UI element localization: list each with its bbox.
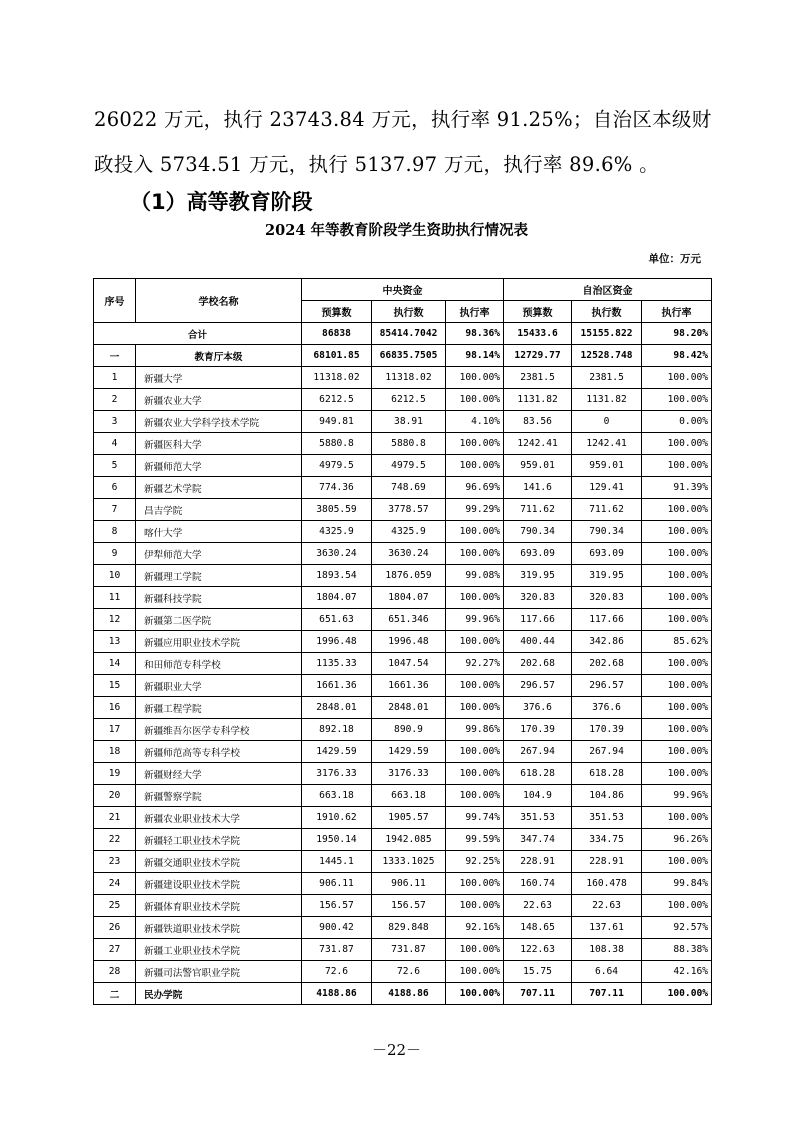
group2-seq: 二 — [94, 983, 136, 1005]
row-region-executed: 117.66 — [572, 609, 642, 631]
total-central-budget: 86838 — [302, 323, 372, 345]
row-seq: 6 — [94, 477, 136, 499]
row-region-executed: 267.94 — [572, 741, 642, 763]
row-school-name: 新疆工业职业技术学院 — [136, 939, 302, 961]
row-region-rate: 100.00% — [642, 675, 712, 697]
page-number: －22－ — [371, 1041, 422, 1059]
row-school-name: 新疆师范高等专科学校 — [136, 741, 302, 763]
row-central-rate: 100.00% — [446, 763, 504, 785]
row-school-name: 新疆农业职业技术大学 — [136, 807, 302, 829]
row-seq: 24 — [94, 873, 136, 895]
row-central-rate: 100.00% — [446, 631, 504, 653]
group-row-private — [94, 983, 712, 1005]
row-region-executed: 342.86 — [572, 631, 642, 653]
row-central-rate: 99.96% — [446, 609, 504, 631]
row-central-rate: 100.00% — [446, 675, 504, 697]
row-region-rate: 100.00% — [642, 697, 712, 719]
total-region-executed: 15155.822 — [572, 323, 642, 345]
row-central-executed: 663.18 — [372, 785, 446, 807]
row-central-executed: 1876.059 — [372, 565, 446, 587]
row-central-executed: 3630.24 — [372, 543, 446, 565]
row-central-budget: 1661.36 — [302, 675, 372, 697]
row-region-executed: 228.91 — [572, 851, 642, 873]
row-region-rate: 85.62% — [642, 631, 712, 653]
group-central-rate: 98.14% — [446, 345, 504, 367]
row-region-executed: 160.478 — [572, 873, 642, 895]
row-seq: 1 — [94, 367, 136, 389]
row-central-rate: 99.74% — [446, 807, 504, 829]
row-central-budget: 4979.5 — [302, 455, 372, 477]
table-row — [94, 433, 712, 455]
group-central-budget: 68101.85 — [302, 345, 372, 367]
row-region-rate: 100.00% — [642, 565, 712, 587]
row-region-budget: 376.6 — [504, 697, 572, 719]
row-region-budget: 228.91 — [504, 851, 572, 873]
row-region-budget: 400.44 — [504, 631, 572, 653]
row-region-executed: 376.6 — [572, 697, 642, 719]
row-region-executed: 22.63 — [572, 895, 642, 917]
row-central-executed: 2848.01 — [372, 697, 446, 719]
row-region-rate: 91.39% — [642, 477, 712, 499]
row-school-name: 喀什大学 — [136, 521, 302, 543]
total-region-rate: 98.20% — [642, 323, 712, 345]
row-region-budget: 148.65 — [504, 917, 572, 939]
row-central-rate: 99.86% — [446, 719, 504, 741]
row-region-budget: 202.68 — [504, 653, 572, 675]
row-region-rate: 100.00% — [642, 499, 712, 521]
row-central-rate: 4.10% — [446, 411, 504, 433]
table-row — [94, 521, 712, 543]
row-seq: 2 — [94, 389, 136, 411]
row-region-rate: 42.16% — [642, 961, 712, 983]
row-central-rate: 92.25% — [446, 851, 504, 873]
row-central-budget: 1445.1 — [302, 851, 372, 873]
row-central-budget: 11318.02 — [302, 367, 372, 389]
row-region-budget: 320.83 — [504, 587, 572, 609]
table-row — [94, 719, 712, 741]
row-region-executed: 0 — [572, 411, 642, 433]
row-seq: 15 — [94, 675, 136, 697]
row-central-budget: 156.57 — [302, 895, 372, 917]
table-row — [94, 675, 712, 697]
table-row — [94, 631, 712, 653]
row-central-executed: 829.848 — [372, 917, 446, 939]
row-central-executed: 1942.085 — [372, 829, 446, 851]
total-central-executed: 85414.7042 — [372, 323, 446, 345]
row-seq: 21 — [94, 807, 136, 829]
row-school-name: 新疆轻工职业技术学院 — [136, 829, 302, 851]
header-region-rate: 执行率 — [642, 301, 712, 323]
row-central-rate: 100.00% — [446, 587, 504, 609]
row-central-rate: 100.00% — [446, 389, 504, 411]
row-region-rate: 88.38% — [642, 939, 712, 961]
row-central-rate: 99.08% — [446, 565, 504, 587]
row-region-budget: 83.56 — [504, 411, 572, 433]
row-seq: 28 — [94, 961, 136, 983]
row-seq: 8 — [94, 521, 136, 543]
row-central-executed: 11318.02 — [372, 367, 446, 389]
table-title: 2024 年等教育阶段学生资助执行情况表 — [265, 222, 528, 239]
header-region-funds: 自治区资金 — [504, 279, 712, 301]
table-row — [94, 565, 712, 587]
row-school-name: 新疆警察学院 — [136, 785, 302, 807]
table-row — [94, 917, 712, 939]
row-school-name: 新疆农业大学 — [136, 389, 302, 411]
row-central-rate: 100.00% — [446, 741, 504, 763]
group2-central-executed: 4188.86 — [372, 983, 446, 1005]
row-region-executed: 2381.5 — [572, 367, 642, 389]
total-region-budget: 15433.6 — [504, 323, 572, 345]
row-school-name: 新疆应用职业技术学院 — [136, 631, 302, 653]
row-school-name: 新疆铁道职业技术学院 — [136, 917, 302, 939]
row-region-rate: 100.00% — [642, 719, 712, 741]
row-central-budget: 2848.01 — [302, 697, 372, 719]
row-central-budget: 651.63 — [302, 609, 372, 631]
row-central-rate: 100.00% — [446, 455, 504, 477]
row-school-name: 新疆体育职业技术学院 — [136, 895, 302, 917]
row-seq: 7 — [94, 499, 136, 521]
table-row — [94, 499, 712, 521]
row-school-name: 新疆财经大学 — [136, 763, 302, 785]
row-region-executed: 618.28 — [572, 763, 642, 785]
row-school-name: 新疆大学 — [136, 367, 302, 389]
row-central-budget: 774.36 — [302, 477, 372, 499]
row-seq: 4 — [94, 433, 136, 455]
unit-label: 单位：万元 — [648, 253, 701, 265]
row-school-name: 新疆司法警官职业学院 — [136, 961, 302, 983]
row-region-rate: 96.26% — [642, 829, 712, 851]
row-region-executed: 129.41 — [572, 477, 642, 499]
row-region-executed: 296.57 — [572, 675, 642, 697]
row-central-rate: 100.00% — [446, 961, 504, 983]
row-region-budget: 296.57 — [504, 675, 572, 697]
row-school-name: 新疆理工学院 — [136, 565, 302, 587]
row-region-executed: 1131.82 — [572, 389, 642, 411]
header-school-name: 学校名称 — [136, 279, 302, 323]
row-region-executed: 170.39 — [572, 719, 642, 741]
table-row — [94, 961, 712, 983]
row-region-rate: 100.00% — [642, 609, 712, 631]
funding-table — [93, 278, 712, 1005]
group-row-department — [94, 345, 712, 367]
row-central-executed: 731.87 — [372, 939, 446, 961]
group-region-budget: 12729.77 — [504, 345, 572, 367]
row-central-budget: 906.11 — [302, 873, 372, 895]
row-school-name: 新疆职业大学 — [136, 675, 302, 697]
row-seq: 22 — [94, 829, 136, 851]
row-region-budget: 693.09 — [504, 543, 572, 565]
row-region-executed: 334.75 — [572, 829, 642, 851]
table-row — [94, 873, 712, 895]
row-central-budget: 949.81 — [302, 411, 372, 433]
table-row — [94, 741, 712, 763]
group-name: 教育厅本级 — [136, 345, 302, 367]
row-school-name: 新疆维吾尔医学专科学校 — [136, 719, 302, 741]
row-central-budget: 663.18 — [302, 785, 372, 807]
row-region-executed: 319.95 — [572, 565, 642, 587]
row-region-budget: 170.39 — [504, 719, 572, 741]
row-region-rate: 100.00% — [642, 367, 712, 389]
row-central-rate: 92.16% — [446, 917, 504, 939]
row-seq: 20 — [94, 785, 136, 807]
row-central-executed: 72.6 — [372, 961, 446, 983]
row-central-rate: 99.29% — [446, 499, 504, 521]
table-row — [94, 697, 712, 719]
row-central-budget: 1893.54 — [302, 565, 372, 587]
row-central-budget: 1429.59 — [302, 741, 372, 763]
row-central-executed: 3778.57 — [372, 499, 446, 521]
row-region-rate: 100.00% — [642, 895, 712, 917]
row-region-rate: 100.00% — [642, 521, 712, 543]
row-central-rate: 100.00% — [446, 873, 504, 895]
row-region-rate: 0.00% — [642, 411, 712, 433]
row-region-budget: 22.63 — [504, 895, 572, 917]
row-seq: 11 — [94, 587, 136, 609]
row-central-executed: 3176.33 — [372, 763, 446, 785]
row-central-rate: 100.00% — [446, 433, 504, 455]
row-school-name: 昌吉学院 — [136, 499, 302, 521]
row-central-executed: 748.69 — [372, 477, 446, 499]
row-seq: 16 — [94, 697, 136, 719]
row-region-budget: 15.75 — [504, 961, 572, 983]
row-seq: 10 — [94, 565, 136, 587]
row-region-executed: 137.61 — [572, 917, 642, 939]
header-central-funds: 中央资金 — [302, 279, 504, 301]
table-row — [94, 895, 712, 917]
row-central-budget: 3176.33 — [302, 763, 372, 785]
total-row — [94, 323, 712, 345]
row-region-budget: 959.01 — [504, 455, 572, 477]
row-region-executed: 108.38 — [572, 939, 642, 961]
row-school-name: 新疆交通职业技术学院 — [136, 851, 302, 873]
row-central-executed: 4979.5 — [372, 455, 446, 477]
row-central-executed: 1804.07 — [372, 587, 446, 609]
row-school-name: 新疆医科大学 — [136, 433, 302, 455]
row-seq: 14 — [94, 653, 136, 675]
table-row — [94, 763, 712, 785]
total-central-rate: 98.36% — [446, 323, 504, 345]
body-paragraph-line-2: 政投入 5734.51 万元，执行 5137.97 万元，执行率 89.6% 。 — [94, 153, 659, 176]
row-central-rate: 99.59% — [446, 829, 504, 851]
body-paragraph-line-1: 26022 万元，执行 23743.84 万元，执行率 91.25%；自治区本级财 — [94, 108, 712, 131]
row-region-executed: 959.01 — [572, 455, 642, 477]
table-row — [94, 587, 712, 609]
row-region-rate: 100.00% — [642, 851, 712, 873]
table-row — [94, 477, 712, 499]
row-central-executed: 890.9 — [372, 719, 446, 741]
row-central-rate: 100.00% — [446, 521, 504, 543]
row-central-executed: 1996.48 — [372, 631, 446, 653]
row-school-name: 伊犁师范大学 — [136, 543, 302, 565]
row-region-rate: 100.00% — [642, 587, 712, 609]
row-school-name: 和田师范专科学校 — [136, 653, 302, 675]
table-row — [94, 455, 712, 477]
row-central-executed: 906.11 — [372, 873, 446, 895]
row-region-executed: 1242.41 — [572, 433, 642, 455]
row-central-budget: 892.18 — [302, 719, 372, 741]
row-central-executed: 651.346 — [372, 609, 446, 631]
group-central-executed: 66835.7505 — [372, 345, 446, 367]
row-central-executed: 1905.57 — [372, 807, 446, 829]
row-region-budget: 267.94 — [504, 741, 572, 763]
row-central-rate: 100.00% — [446, 543, 504, 565]
row-region-rate: 100.00% — [642, 433, 712, 455]
row-region-executed: 711.62 — [572, 499, 642, 521]
table-row — [94, 829, 712, 851]
row-central-budget: 1996.48 — [302, 631, 372, 653]
row-region-budget: 141.6 — [504, 477, 572, 499]
row-region-executed: 351.53 — [572, 807, 642, 829]
row-region-executed: 202.68 — [572, 653, 642, 675]
row-central-rate: 92.27% — [446, 653, 504, 675]
row-seq: 19 — [94, 763, 136, 785]
row-central-budget: 6212.5 — [302, 389, 372, 411]
table-row — [94, 411, 712, 433]
row-region-executed: 320.83 — [572, 587, 642, 609]
row-central-budget: 72.6 — [302, 961, 372, 983]
row-seq: 3 — [94, 411, 136, 433]
row-seq: 18 — [94, 741, 136, 763]
total-label: 合计 — [94, 323, 302, 345]
header-region-executed: 执行数 — [572, 301, 642, 323]
row-central-budget: 4325.9 — [302, 521, 372, 543]
table-row — [94, 389, 712, 411]
row-central-rate: 100.00% — [446, 939, 504, 961]
row-central-executed: 1047.54 — [372, 653, 446, 675]
row-seq: 27 — [94, 939, 136, 961]
row-central-rate: 100.00% — [446, 785, 504, 807]
table-row — [94, 785, 712, 807]
row-central-rate: 96.69% — [446, 477, 504, 499]
row-central-executed: 4325.9 — [372, 521, 446, 543]
row-central-executed: 156.57 — [372, 895, 446, 917]
table-row — [94, 367, 712, 389]
row-seq: 12 — [94, 609, 136, 631]
table-row — [94, 653, 712, 675]
row-region-executed: 693.09 — [572, 543, 642, 565]
row-central-executed: 1661.36 — [372, 675, 446, 697]
row-region-rate: 99.84% — [642, 873, 712, 895]
table-row — [94, 851, 712, 873]
table-row — [94, 609, 712, 631]
row-school-name: 新疆建设职业技术学院 — [136, 873, 302, 895]
row-central-executed: 5880.8 — [372, 433, 446, 455]
group2-central-budget: 4188.86 — [302, 983, 372, 1005]
row-central-budget: 3805.59 — [302, 499, 372, 521]
row-seq: 13 — [94, 631, 136, 653]
row-region-rate: 100.00% — [642, 455, 712, 477]
row-region-rate: 100.00% — [642, 807, 712, 829]
row-school-name: 新疆艺术学院 — [136, 477, 302, 499]
row-region-rate: 92.57% — [642, 917, 712, 939]
row-school-name: 新疆工程学院 — [136, 697, 302, 719]
row-central-budget: 731.87 — [302, 939, 372, 961]
header-seq: 序号 — [94, 279, 136, 323]
row-region-budget: 347.74 — [504, 829, 572, 851]
table-row — [94, 543, 712, 565]
row-region-rate: 100.00% — [642, 543, 712, 565]
row-region-rate: 100.00% — [642, 653, 712, 675]
row-seq: 25 — [94, 895, 136, 917]
row-school-name: 新疆第二医学院 — [136, 609, 302, 631]
row-region-budget: 351.53 — [504, 807, 572, 829]
row-region-rate: 100.00% — [642, 389, 712, 411]
row-school-name: 新疆师范大学 — [136, 455, 302, 477]
row-central-executed: 6212.5 — [372, 389, 446, 411]
group2-region-rate: 100.00% — [642, 983, 712, 1005]
row-central-budget: 1910.62 — [302, 807, 372, 829]
row-central-rate: 100.00% — [446, 697, 504, 719]
row-region-budget: 790.34 — [504, 521, 572, 543]
row-region-executed: 6.64 — [572, 961, 642, 983]
row-seq: 5 — [94, 455, 136, 477]
group2-central-rate: 100.00% — [446, 983, 504, 1005]
row-region-budget: 160.74 — [504, 873, 572, 895]
table-row — [94, 807, 712, 829]
group2-name: 民办学院 — [136, 983, 302, 1005]
row-central-budget: 900.42 — [302, 917, 372, 939]
row-central-budget: 1950.14 — [302, 829, 372, 851]
row-central-executed: 1333.1025 — [372, 851, 446, 873]
row-region-rate: 99.96% — [642, 785, 712, 807]
row-central-budget: 3630.24 — [302, 543, 372, 565]
header-central-budget: 预算数 — [302, 301, 372, 323]
group2-region-executed: 707.11 — [572, 983, 642, 1005]
header-row-1 — [94, 279, 712, 301]
row-school-name: 新疆科技学院 — [136, 587, 302, 609]
row-region-rate: 100.00% — [642, 763, 712, 785]
row-region-executed: 790.34 — [572, 521, 642, 543]
header-central-rate: 执行率 — [446, 301, 504, 323]
row-region-budget: 2381.5 — [504, 367, 572, 389]
row-region-executed: 104.86 — [572, 785, 642, 807]
row-school-name: 新疆农业大学科学技术学院 — [136, 411, 302, 433]
row-central-executed: 38.91 — [372, 411, 446, 433]
row-central-budget: 1135.33 — [302, 653, 372, 675]
row-region-budget: 319.95 — [504, 565, 572, 587]
row-region-budget: 711.62 — [504, 499, 572, 521]
row-seq: 17 — [94, 719, 136, 741]
row-central-rate: 100.00% — [446, 367, 504, 389]
row-seq: 26 — [94, 917, 136, 939]
row-region-rate: 100.00% — [642, 741, 712, 763]
row-region-budget: 1242.41 — [504, 433, 572, 455]
row-seq: 23 — [94, 851, 136, 873]
group2-region-budget: 707.11 — [504, 983, 572, 1005]
row-region-budget: 618.28 — [504, 763, 572, 785]
header-region-budget: 预算数 — [504, 301, 572, 323]
row-central-budget: 1804.07 — [302, 587, 372, 609]
row-region-budget: 104.9 — [504, 785, 572, 807]
group-region-rate: 98.42% — [642, 345, 712, 367]
row-central-budget: 5880.8 — [302, 433, 372, 455]
header-central-executed: 执行数 — [372, 301, 446, 323]
section-heading: （1）高等教育阶段 — [130, 190, 313, 214]
group-region-executed: 12528.748 — [572, 345, 642, 367]
row-region-budget: 122.63 — [504, 939, 572, 961]
table-row — [94, 939, 712, 961]
row-central-rate: 100.00% — [446, 895, 504, 917]
row-region-budget: 1131.82 — [504, 389, 572, 411]
group-seq: 一 — [94, 345, 136, 367]
row-central-executed: 1429.59 — [372, 741, 446, 763]
row-seq: 9 — [94, 543, 136, 565]
row-region-budget: 117.66 — [504, 609, 572, 631]
